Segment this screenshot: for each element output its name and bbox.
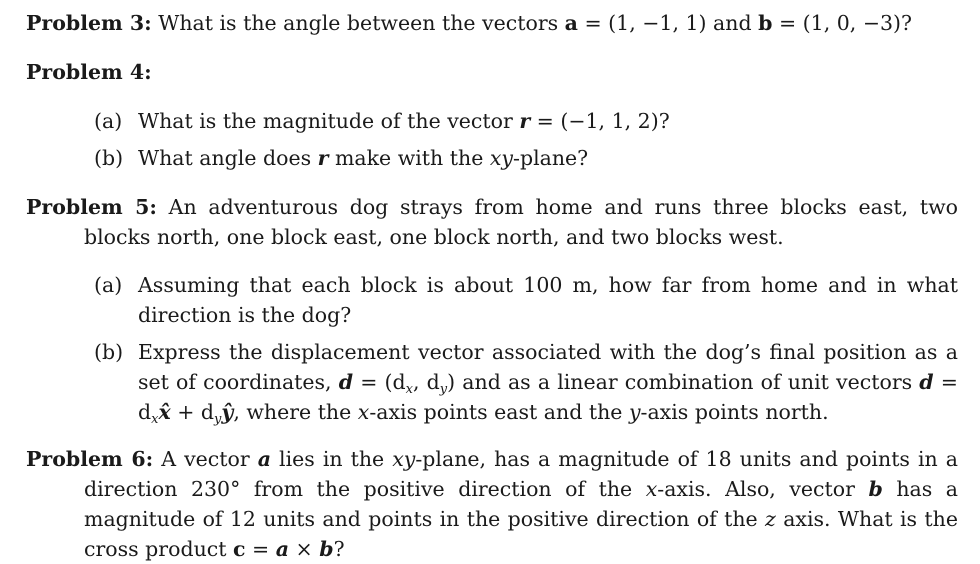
part-tag: (a) xyxy=(94,273,123,297)
part-tag: (a) xyxy=(94,109,123,133)
unit-vector-x: x̂ xyxy=(158,400,171,424)
problem-5b xyxy=(26,337,958,427)
problem-3-statement xyxy=(26,8,958,38)
part-text: = (−1, 1, 2)? xyxy=(530,109,670,133)
vector-r: r xyxy=(317,146,329,170)
problem-6-text: ? xyxy=(333,537,345,561)
axis-x: x xyxy=(645,477,658,501)
part-text: -plane? xyxy=(513,146,589,170)
part-text: make with the xyxy=(328,146,490,170)
vector-c: c xyxy=(233,537,246,561)
axis-y: y xyxy=(628,400,641,424)
part-text: , d xyxy=(412,370,440,394)
problem-4-statement xyxy=(26,57,958,87)
problem-6-text: × xyxy=(289,537,320,561)
part-text: , where the xyxy=(233,400,358,424)
subscript-x: x xyxy=(405,382,413,397)
problem-6-label: Problem 6: xyxy=(26,447,154,471)
problem-6-text: A vector xyxy=(161,447,258,471)
part-text: What is the magnitude of the vector xyxy=(138,109,520,133)
vector-b: b xyxy=(758,11,773,35)
vector-d: d xyxy=(338,370,354,394)
part-text: + d xyxy=(170,400,215,424)
vector-a: a xyxy=(257,447,271,471)
axis-z: z xyxy=(765,507,776,531)
vector-a: a xyxy=(275,537,290,561)
problem-6-text: = xyxy=(245,537,276,561)
unit-vector-y: ŷ xyxy=(221,400,234,424)
problem-3-label: Problem 3: xyxy=(26,11,152,35)
problem-5a xyxy=(26,270,958,330)
problem-5-part-b xyxy=(26,337,958,427)
vector-a: a xyxy=(564,11,578,35)
part-text: = d xyxy=(138,370,958,424)
problem-6-text: axis. What is the cross product xyxy=(84,507,959,561)
problem-6 xyxy=(26,444,958,564)
part-tag: (b) xyxy=(94,146,124,170)
problem-3-text: What is the angle between the vectors xyxy=(158,11,565,35)
problem-4 xyxy=(26,57,958,87)
part-text: Assuming that each block is about 100 m, how far from home and in what direction is the dog? xyxy=(138,273,958,327)
problem-6-statement xyxy=(26,444,958,564)
subscript-y: y xyxy=(439,382,448,397)
problem-5-text: An adventurous dog strays from home and runs three blocks east, two blocks north, one block east, one block north, and two blocks west. xyxy=(84,195,958,249)
problem-5-label: Problem 5: xyxy=(26,195,157,219)
problem-4a xyxy=(26,106,958,136)
part-tag: (b) xyxy=(94,340,124,364)
plane-xy: xy xyxy=(392,447,416,471)
problem-6-text: has a magnitude of 12 units and points in the positive direction of the xyxy=(84,477,959,531)
problem-4-part-a xyxy=(26,106,958,136)
problem-5 xyxy=(26,192,958,252)
problem-6-text: lies in the xyxy=(271,447,393,471)
problem-5-statement xyxy=(26,192,958,252)
subscript-y: y xyxy=(214,412,222,427)
part-text: -axis points north. xyxy=(640,400,829,424)
vector-b: b xyxy=(868,477,883,501)
problem-6-text: -axis. Also, vector xyxy=(657,477,869,501)
vector-a-components: = (1, −1, 1) and xyxy=(577,11,759,35)
problem-3 xyxy=(26,8,958,38)
vector-d: d xyxy=(919,370,934,394)
problem-4-label: Problem 4: xyxy=(26,60,152,84)
problem-4-part-b xyxy=(26,143,958,173)
vector-b: b xyxy=(319,537,334,561)
part-text: Express the displacement vector associated with the dog’s final position as a set of coordinates, xyxy=(138,340,958,394)
problem-4b xyxy=(26,143,958,173)
plane-xy: xy xyxy=(489,146,514,170)
part-text: What angle does xyxy=(138,146,318,170)
axis-x: x xyxy=(357,400,370,424)
vector-b-components: = (1, 0, −3)? xyxy=(772,11,913,35)
subscript-x: x xyxy=(151,412,159,427)
part-text: -axis points east and the xyxy=(369,400,629,424)
problem-6-text: -plane, has a magnitude of 18 units and points in a direction 230° from the positive direction of the xyxy=(84,447,958,501)
problem-5-part-a xyxy=(26,270,958,330)
part-text: ) and as a linear combination of unit vectors xyxy=(447,370,920,394)
vector-r: r xyxy=(519,109,531,133)
part-text: = (d xyxy=(353,370,406,394)
